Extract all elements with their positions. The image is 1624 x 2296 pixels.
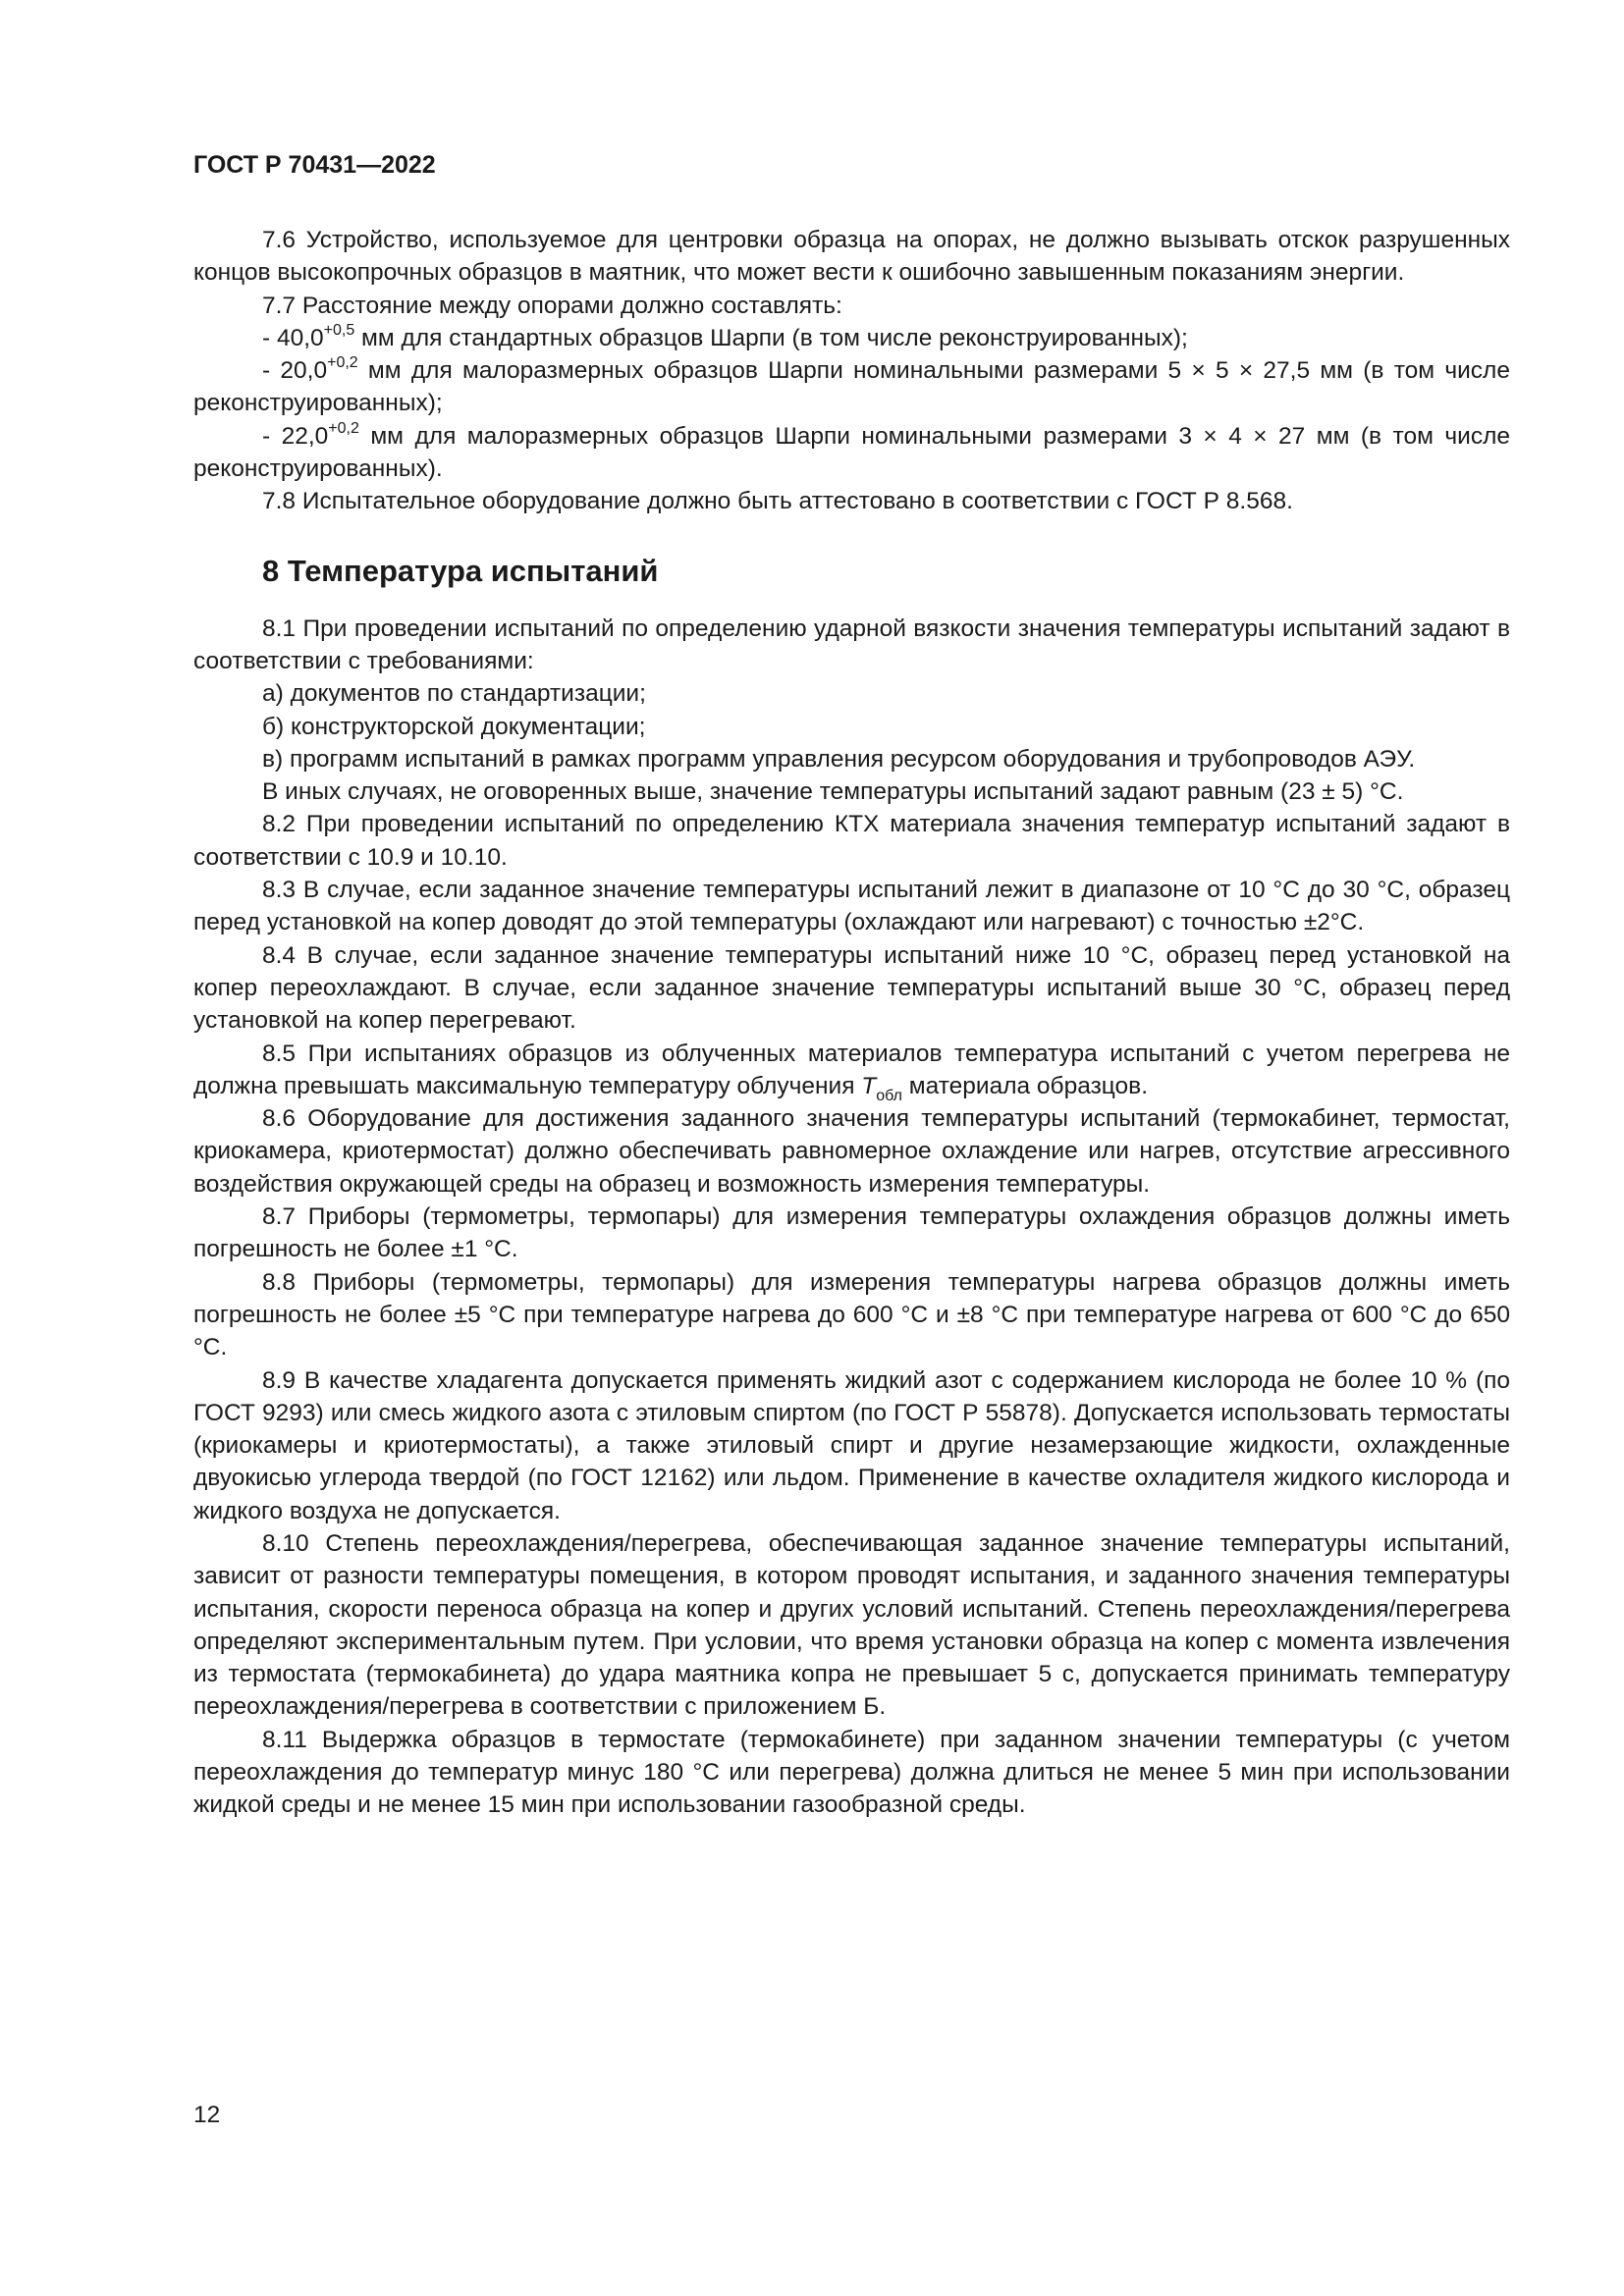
item-value: - 40,0 (262, 324, 324, 351)
clause-8-4: 8.4 В случае, если заданное значение температуры испытаний ниже 10 °C, образец перед установкой на копер переохлаждают. В случае, если заданное значение температуры испытаний выше 30 °C, образец перед установкой на копер перегревают. (193, 941, 1510, 1035)
item-tolerance: +0,2 (328, 419, 359, 437)
clause-8-11: 8.11 Выдержка образцов в термостате (термокабинете) при заданном значении температуры (с учетом переохлаждения до температур минус 180 °C или перегрева) должна длиться не менее 5 мин при использовании жидкой среды и не менее 15 мин при использовании газообразной среды. (193, 1726, 1510, 1819)
support-distance-item-3 (193, 420, 1510, 486)
document-header: ГОСТ Р 70431—2022 (193, 151, 436, 179)
clause-8-1-other: В иных случаях, не оговоренных выше, значение температуры испытаний задают равным (23 ± 5) °C. (262, 778, 1404, 806)
item-value: - 20,0 (262, 357, 328, 385)
item-value: - 22,0 (262, 422, 329, 450)
clause-8-6: 8.6 Оборудование для достижения заданного значения температуры испытаний (термокабинет, термостат, криокамера, криотермостат) должно обеспечивать равномерное охлаждение или нагрев, отсутствие агрессивного воздействия окружающей среды на образец и возможность измерения температуры. (193, 1105, 1510, 1198)
clause-8-1-c: в) программ испытаний в рамках программ управления ресурсом оборудования и трубопроводов АЭУ. (262, 745, 1416, 773)
clause-8-9: 8.9 В качестве хладагента допускается применять жидкий азот с содержанием кислорода не более 10 % (по ГОСТ 9293) или смесь жидкого азота с этиловым спиртом (по ГОСТ Р 55878). Допускается использовать термостаты (криокамеры и криотермостаты), а также этиловый спирт и другие незамерзающие жидкости, охлажденные двуокисью углерода твердой (по ГОСТ 12162) или льдом. Применение в качестве охладителя жидкого кислорода и жидкого воздуха не допускается. (193, 1366, 1510, 1524)
clause-8-8: 8.8 Приборы (термометры, термопары) для измерения температуры нагрева образцов должны иметь погрешность не более ±5 °C при температуре нагрева до 600 °C и ±8 °C при температуре нагрева от 600 °C до 650 °C. (193, 1268, 1510, 1362)
item-tolerance: +0,5 (323, 321, 355, 339)
clause-8-3: 8.3 В случае, если заданное значение температуры испытаний лежит в диапазоне от 10 °C до 30 °C, образец перед установкой на копер доводят до этой температуры (охлаждают или нагревают) с точностью ±2°C. (193, 877, 1510, 936)
clause-8-2: 8.2 При проведении испытаний по определению КТХ материала значения температур испытаний задают в соответствии с 10.9 и 10.10. (193, 811, 1510, 871)
item-text: мм для малоразмерных образцов Шарпи номинальными размерами 3 × 4 × 27 мм (в том числе реконструированных). (193, 422, 1510, 483)
temperature-symbol: T (861, 1072, 877, 1099)
page-number: 12 (193, 2102, 221, 2128)
item-tolerance: +0,2 (327, 354, 358, 372)
temperature-subscript: обл (876, 1087, 902, 1104)
clause-8-10: 8.10 Степень переохлаждения/перегрева, обеспечивающая заданное значение температуры испытаний, зависит от разности температуры помещения, в котором проводят испытания, и заданного значения температуры испытания, скорости переноса образца на копер и других условий испытаний. Степень переохлаждения/перегрева определяют экспериментальным путем. При условии, что время установки образца на копер с момента извлечения из термостата (термокабинета) до удара маятника копра не превышает 5 с, допускается принимать температуру переохлаждения/перегрева в соответствии с приложением Б. (193, 1529, 1510, 1721)
clause-7-6: 7.6 Устройство, используемое для центровки образца на опорах, не должно вызывать отскок разрушенных концов высокопрочных образцов в маятник, что может вести к ошибочно завышенным показаниям энергии. (193, 227, 1510, 287)
clause-8-1-a: а) документов по стандартизации; (262, 680, 646, 708)
clause-8-5-tail: материала образцов. (901, 1072, 1149, 1099)
clause-8-1-b: б) конструкторской документации; (262, 713, 646, 740)
item-text: мм для стандартных образцов Шарпи (в том числе реконструированных); (354, 324, 1188, 351)
support-distance-item-1 (193, 322, 1510, 354)
clause-8-1: 8.1 При проведении испытаний по определению ударной вязкости значения температуры испытаний задают в соответствии с требованиями: (193, 614, 1510, 674)
clause-8-7: 8.7 Приборы (термометры, термопары) для измерения температуры охлаждения образцов должны иметь погрешность не более ±1 °C. (193, 1203, 1510, 1263)
section-8-heading: 8 Температура испытаний (262, 553, 659, 588)
clause-7-8: 7.8 Испытательное оборудование должно быть аттестовано в соответствии с ГОСТ Р 8.568. (262, 488, 1293, 515)
clause-8-5 (193, 1038, 1510, 1103)
item-text: мм для малоразмерных образцов Шарпи номинальными размерами 5 × 5 × 27,5 мм (в том числе реконструированных); (193, 357, 1510, 417)
clause-8-5-text: 8.5 При испытаниях образцов из облученных материалов температура испытаний с учетом перегрева не должна превышать максимальную температуру облучения (193, 1040, 1510, 1099)
support-distance-item-2 (193, 354, 1510, 420)
clause-7-7: 7.7 Расстояние между опорами должно составлять: (262, 292, 842, 319)
page-body (193, 224, 1510, 1822)
